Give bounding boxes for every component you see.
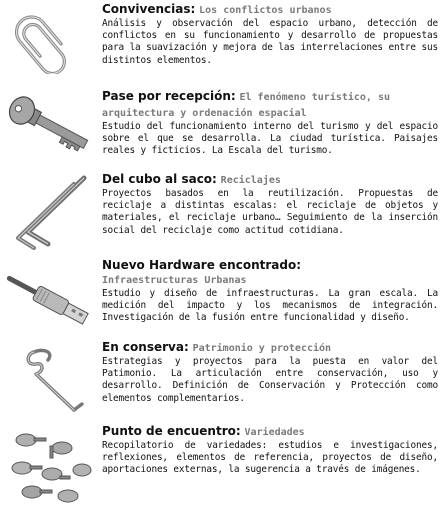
can-key-icon [4, 344, 96, 418]
section-subtitle: Reciclajes [220, 175, 281, 186]
section-description: Estrategias y proyectos para la puesta en valor del Patimonio. La articulación entre conservación, uso y desarrollo. Definición de Conservación y Protección como elementos complementarios. [102, 356, 438, 404]
section-heading [102, 172, 438, 188]
section-text [102, 340, 438, 405]
section-subtitle: Infraestructuras Urbanas [102, 275, 247, 286]
section-description: Proyectos basados en la reutilización. Propuestas de reciclaje a distintas escalas: el reciclaje de objetos y materiales, el reciclaje urbano… Seguimiento de la inserción social del reciclaje como actitud cotidiana. [102, 188, 438, 236]
section-title: Nuevo Hardware encontrado: [102, 258, 302, 272]
section-heading [102, 89, 438, 121]
section-heading [102, 2, 438, 18]
section-text [102, 424, 438, 477]
section-heading [102, 340, 438, 356]
section-subtitle: Variedades [244, 427, 305, 438]
section-heading [102, 424, 438, 440]
section-title: Punto de encuentro: [102, 424, 241, 438]
section-title: Del cubo al saco: [102, 172, 217, 186]
section-text [102, 172, 438, 237]
key-icon [4, 91, 96, 161]
section-description: Estudio del funcionamiento interno del turismo y del espacio sobre el que se desarrolla. La ciudad turística. Paisajes reales y ficticios. La Escala del turismo. [102, 121, 438, 157]
section-text [102, 89, 438, 158]
section-title: Pase por recepción: [102, 89, 236, 103]
section-text [102, 2, 438, 67]
section-subtitle: Los conflictos urbanos [199, 5, 332, 16]
section-subtitle: El fenómeno turístico, su arquitectura y ordenación espacial [102, 92, 391, 119]
section-description: Estudio y diseño de infraestructuras. La gran escala. La medición del impacto y los mecanismos de integración. Investigación de la fusión entre funcionalidad y diseño. [102, 288, 438, 324]
section-subtitle: Patrimonio y protección [192, 343, 332, 354]
section-title: Convivencias: [102, 2, 196, 16]
section-description: Recopilatorio de variedades: estudios e investigaciones, reflexiones, elementos de referencia, proyectos de diseño, aportaciones externas, la sugerencia a través de imágenes. [102, 440, 438, 476]
usb-cable-icon [4, 264, 96, 336]
hex-key-icon [4, 174, 96, 250]
section-title: En conserva: [102, 340, 189, 354]
section-text [102, 258, 438, 325]
section-description: Análisis y observación del espacio urbano, detección de conflictos en su funcionamiento y desarrollo de propuestas para la suavización y mejora de las interrelaciones entre sus distintos elementos. [102, 18, 438, 66]
pushpins-icon [4, 426, 96, 504]
section-heading [102, 258, 438, 288]
paperclip-icon [4, 6, 96, 74]
